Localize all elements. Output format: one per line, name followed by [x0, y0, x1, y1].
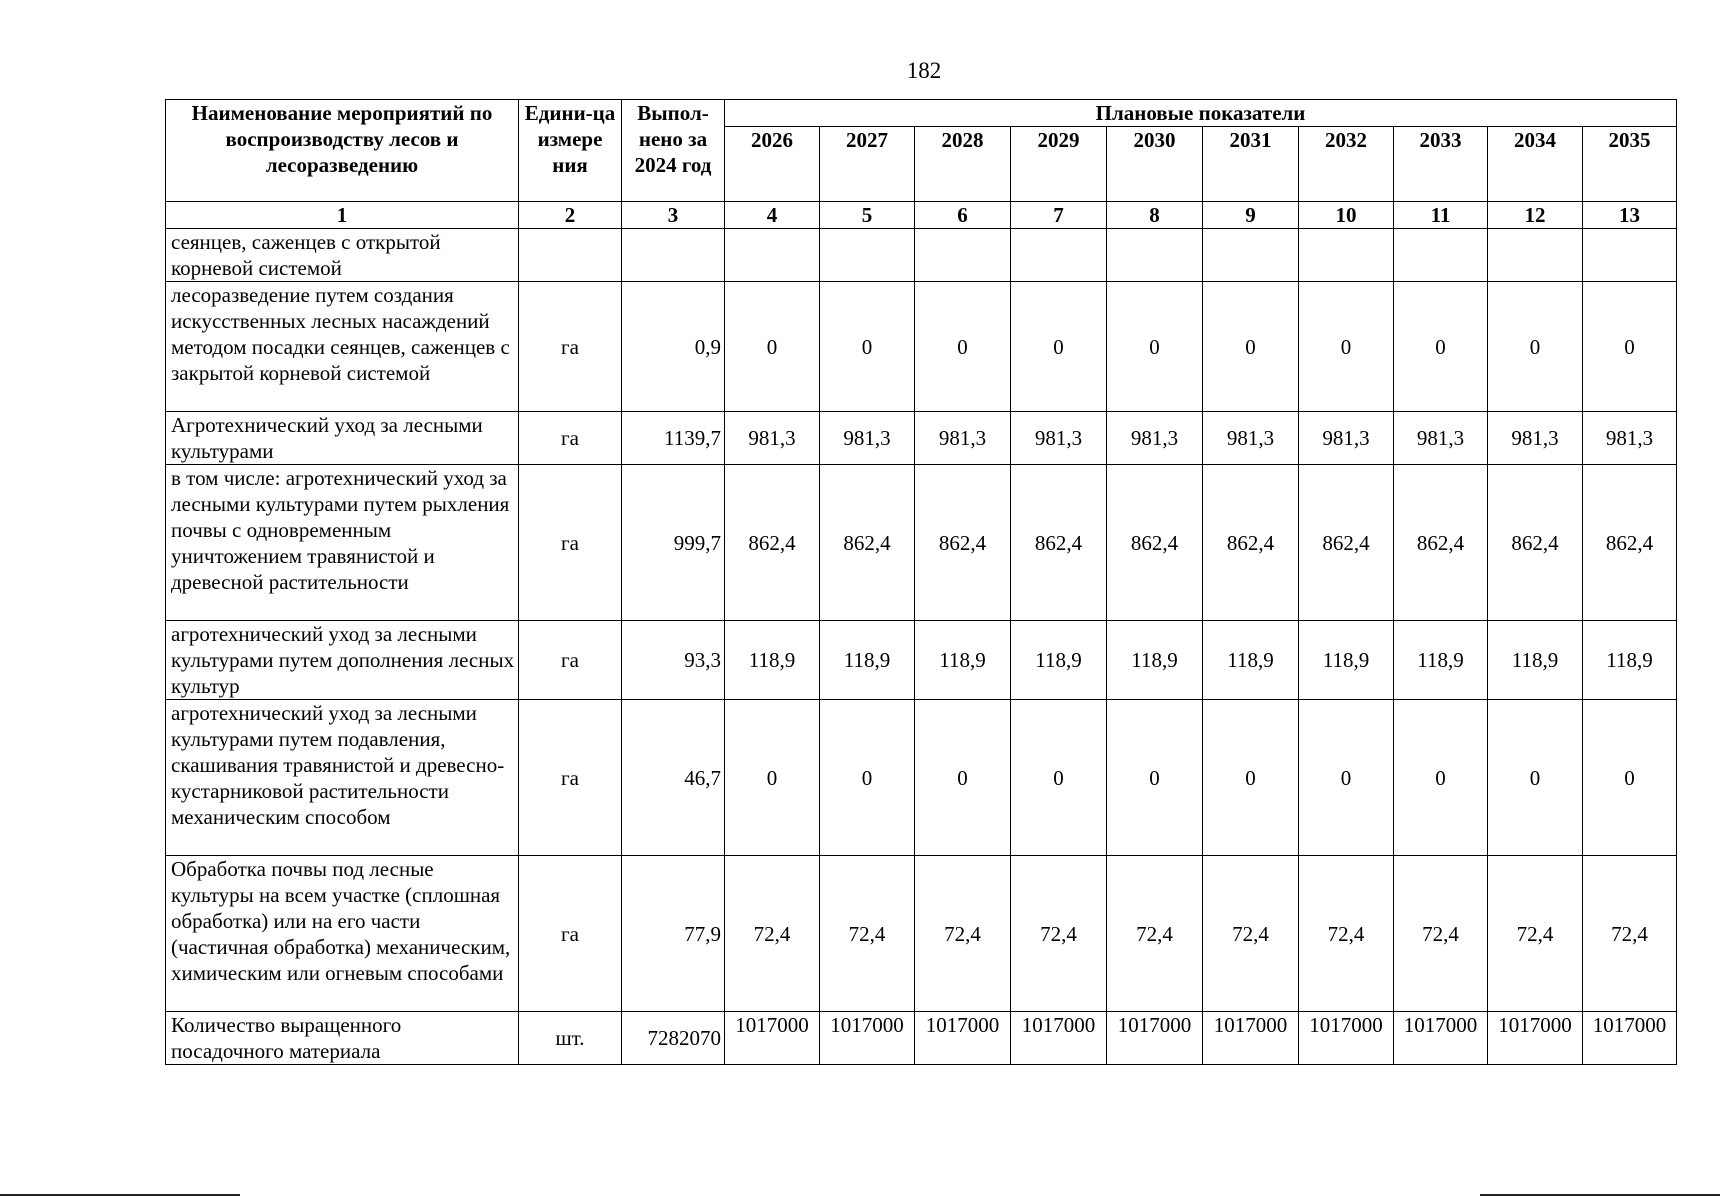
header-year: 2028 [915, 127, 1011, 202]
header-year: 2027 [820, 127, 915, 202]
row-planned-value [1203, 229, 1299, 282]
row-planned-value: 118,9 [1299, 621, 1394, 700]
row-name: Обработка почвы под лесные культуры на всем участке (сплошная обработка) или на его части (частичная обработка) механическим, химическим или огневым способами [166, 856, 519, 1012]
row-planned-value: 862,4 [1488, 465, 1583, 621]
row-planned-value: 981,3 [725, 412, 820, 465]
column-number: 12 [1488, 202, 1583, 229]
row-planned-value: 1017000 [1107, 1012, 1203, 1065]
row-planned-value: 862,4 [1583, 465, 1677, 621]
table-row [166, 465, 1677, 621]
row-planned-value: 1017000 [1394, 1012, 1488, 1065]
row-planned-value: 118,9 [1583, 621, 1677, 700]
row-planned-value: 0 [1299, 700, 1394, 856]
row-name: в том числе: агротехнический уход за лесными культурами путем рыхления почвы с одновременным уничтожением травянистой и древесной растительности [166, 465, 519, 621]
row-planned-value: 1017000 [1488, 1012, 1583, 1065]
column-number: 3 [622, 202, 725, 229]
row-planned-value: 981,3 [915, 412, 1011, 465]
row-planned-value: 72,4 [1394, 856, 1488, 1012]
row-planned-value: 118,9 [1488, 621, 1583, 700]
row-planned-value: 0 [1011, 282, 1107, 412]
row-planned-value: 118,9 [1394, 621, 1488, 700]
row-planned-value: 0 [820, 282, 915, 412]
column-number-row [166, 202, 1677, 229]
row-planned-value: 118,9 [725, 621, 820, 700]
row-planned-value: 0 [1107, 282, 1203, 412]
column-number: 2 [519, 202, 622, 229]
row-planned-value: 981,3 [1394, 412, 1488, 465]
header-year: 2029 [1011, 127, 1107, 202]
header-done-2024: Выпол-нено за 2024 год [622, 100, 725, 202]
header-year: 2026 [725, 127, 820, 202]
table-row [166, 700, 1677, 856]
row-planned-value: 0 [915, 282, 1011, 412]
row-planned-value: 981,3 [820, 412, 915, 465]
table-row [166, 282, 1677, 412]
row-planned-value: 0 [1394, 282, 1488, 412]
column-number: 8 [1107, 202, 1203, 229]
table-row [166, 412, 1677, 465]
row-planned-value: 0 [1488, 700, 1583, 856]
row-planned-value: 981,3 [1011, 412, 1107, 465]
row-name: Количество выращенного посадочного материала [166, 1012, 519, 1065]
row-done-2024: 93,3 [622, 621, 725, 700]
row-done-2024: 0,9 [622, 282, 725, 412]
row-planned-value: 118,9 [820, 621, 915, 700]
forest-reproduction-table [165, 99, 1677, 1065]
row-planned-value [1011, 229, 1107, 282]
column-number: 9 [1203, 202, 1299, 229]
row-planned-value: 1017000 [725, 1012, 820, 1065]
row-planned-value [1394, 229, 1488, 282]
table-row [166, 856, 1677, 1012]
row-planned-value: 0 [725, 700, 820, 856]
row-planned-value: 0 [820, 700, 915, 856]
row-planned-value: 862,4 [1011, 465, 1107, 621]
header-year: 2032 [1299, 127, 1394, 202]
row-unit [519, 229, 622, 282]
row-planned-value: 0 [1299, 282, 1394, 412]
row-planned-value: 0 [915, 700, 1011, 856]
row-planned-value: 72,4 [725, 856, 820, 1012]
scan-edge-line [1480, 1194, 1720, 1196]
header-planned: Плановые показатели [725, 100, 1677, 127]
row-planned-value: 0 [1583, 700, 1677, 856]
row-name: агротехнический уход за лесными культурами путем подавления, скашивания травянистой и древесно-кустарниковой растительности механическим способом [166, 700, 519, 856]
row-planned-value [1488, 229, 1583, 282]
header-year: 2031 [1203, 127, 1299, 202]
header-year: 2030 [1107, 127, 1203, 202]
row-planned-value [915, 229, 1011, 282]
row-planned-value: 862,4 [1299, 465, 1394, 621]
row-planned-value: 0 [1203, 700, 1299, 856]
row-unit: шт. [519, 1012, 622, 1065]
row-done-2024: 1139,7 [622, 412, 725, 465]
row-planned-value [1107, 229, 1203, 282]
row-done-2024: 46,7 [622, 700, 725, 856]
row-planned-value: 0 [725, 282, 820, 412]
row-planned-value: 72,4 [1299, 856, 1394, 1012]
row-planned-value: 1017000 [915, 1012, 1011, 1065]
row-planned-value: 981,3 [1488, 412, 1583, 465]
row-unit: га [519, 621, 622, 700]
row-planned-value: 981,3 [1203, 412, 1299, 465]
row-planned-value: 981,3 [1299, 412, 1394, 465]
row-planned-value: 0 [1203, 282, 1299, 412]
column-number: 1 [166, 202, 519, 229]
row-name: Агротехнический уход за лесными культурами [166, 412, 519, 465]
row-done-2024: 77,9 [622, 856, 725, 1012]
row-planned-value: 1017000 [1203, 1012, 1299, 1065]
row-planned-value: 118,9 [915, 621, 1011, 700]
row-planned-value: 0 [1488, 282, 1583, 412]
row-done-2024: 7282070 [622, 1012, 725, 1065]
column-number: 11 [1394, 202, 1488, 229]
scan-edge-line [0, 1194, 240, 1196]
row-planned-value: 862,4 [1203, 465, 1299, 621]
table-row [166, 621, 1677, 700]
row-unit: га [519, 282, 622, 412]
row-planned-value: 862,4 [1107, 465, 1203, 621]
row-planned-value [820, 229, 915, 282]
row-planned-value: 72,4 [1203, 856, 1299, 1012]
row-planned-value: 1017000 [1583, 1012, 1677, 1065]
column-number: 10 [1299, 202, 1394, 229]
row-planned-value: 862,4 [725, 465, 820, 621]
row-planned-value: 0 [1107, 700, 1203, 856]
table-row [166, 1012, 1677, 1065]
row-name: сеянцев, саженцев с открытой корневой системой [166, 229, 519, 282]
page-number: 182 [906, 58, 942, 83]
row-planned-value: 72,4 [1107, 856, 1203, 1012]
row-planned-value: 72,4 [1011, 856, 1107, 1012]
row-planned-value: 1017000 [1011, 1012, 1107, 1065]
row-planned-value: 118,9 [1011, 621, 1107, 700]
row-done-2024 [622, 229, 725, 282]
row-planned-value: 0 [1011, 700, 1107, 856]
header-name: Наименование мероприятий по воспроизводству лесов и лесоразведению [166, 100, 519, 202]
row-planned-value: 118,9 [1203, 621, 1299, 700]
table-row [166, 229, 1677, 282]
column-number: 6 [915, 202, 1011, 229]
row-planned-value: 72,4 [1488, 856, 1583, 1012]
header-year: 2033 [1394, 127, 1488, 202]
column-number: 13 [1583, 202, 1677, 229]
row-planned-value: 862,4 [1394, 465, 1488, 621]
row-planned-value: 0 [1583, 282, 1677, 412]
column-number: 4 [725, 202, 820, 229]
row-unit: га [519, 465, 622, 621]
row-planned-value [1583, 229, 1677, 282]
row-planned-value [1299, 229, 1394, 282]
row-unit: га [519, 856, 622, 1012]
row-planned-value: 118,9 [1107, 621, 1203, 700]
row-planned-value: 1017000 [820, 1012, 915, 1065]
row-name: агротехнический уход за лесными культурами путем дополнения лесных культур [166, 621, 519, 700]
row-done-2024: 999,7 [622, 465, 725, 621]
row-planned-value: 981,3 [1583, 412, 1677, 465]
row-name: лесоразведение путем создания искусственных лесных насаждений методом посадки сеянцев, саженцев с закрытой корневой системой [166, 282, 519, 412]
row-planned-value: 1017000 [1299, 1012, 1394, 1065]
column-number: 5 [820, 202, 915, 229]
row-planned-value [725, 229, 820, 282]
row-planned-value: 0 [1394, 700, 1488, 856]
row-planned-value: 862,4 [820, 465, 915, 621]
row-planned-value: 981,3 [1107, 412, 1203, 465]
row-unit: га [519, 412, 622, 465]
header-unit: Едини-ца измере ния [519, 100, 622, 202]
header-year: 2034 [1488, 127, 1583, 202]
row-planned-value: 72,4 [1583, 856, 1677, 1012]
row-planned-value: 72,4 [820, 856, 915, 1012]
column-number: 7 [1011, 202, 1107, 229]
header-year: 2035 [1583, 127, 1677, 202]
row-planned-value: 72,4 [915, 856, 1011, 1012]
row-planned-value: 862,4 [915, 465, 1011, 621]
row-unit: га [519, 700, 622, 856]
